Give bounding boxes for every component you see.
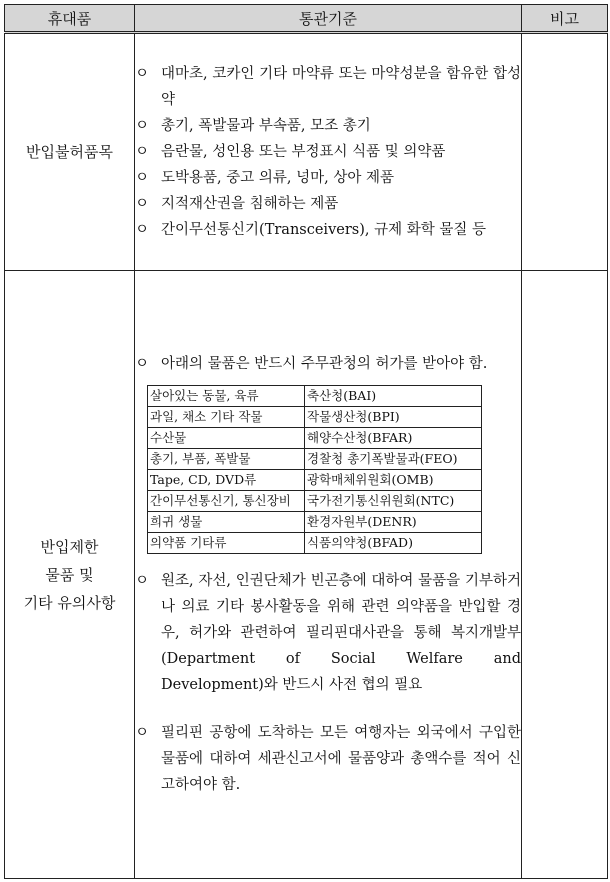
bullet-icon: ㅇ — [135, 170, 150, 186]
declaration-note: ㅇ 필리핀 공항에 도착하는 모든 여행자는 외국에서 구입한 물품에 대하여 세관신고서에 물품양과 총액수를 적어 신고하여야 함. — [135, 720, 521, 798]
permit-row — [148, 407, 482, 428]
prohibited-item: ㅇ 지적재산권을 침해하는 제품 — [135, 191, 521, 217]
customs-table — [4, 4, 608, 879]
permit-authority: 환경자원부(DENR) — [305, 512, 482, 533]
permit-item: 희귀 생물 — [148, 512, 305, 533]
restricted-notes-list — [135, 568, 521, 798]
permit-item: 수산물 — [148, 428, 305, 449]
prohibited-item: ㅇ 간이무선통신기(Transceivers), 규제 화학 물질 등 — [135, 217, 521, 243]
bullet-icon: ㅇ — [135, 196, 150, 212]
permit-authority-table — [147, 385, 482, 554]
permit-authority: 해양수산청(BFAR) — [305, 428, 482, 449]
permit-authority: 축산청(BAI) — [305, 386, 482, 407]
permit-row — [148, 386, 482, 407]
permit-row — [148, 533, 482, 554]
prohibited-row — [5, 33, 608, 271]
header-row — [5, 5, 608, 33]
prohibited-criteria — [135, 33, 522, 271]
header-goods: 휴대품 — [5, 5, 135, 33]
bullet-icon: ㅇ — [135, 118, 150, 134]
permit-authority: 광학매체위원회(OMB) — [305, 470, 482, 491]
bullet-icon: ㅇ — [135, 725, 150, 741]
restricted-category-line: 반입제한 — [40, 537, 99, 556]
permit-row — [148, 449, 482, 470]
header-notes: 비고 — [522, 5, 608, 33]
permit-authority: 국가전기통신위원회(NTC) — [305, 491, 482, 512]
bullet-icon: ㅇ — [135, 66, 150, 82]
bullet-icon: ㅇ — [135, 573, 150, 589]
prohibited-note — [522, 33, 608, 271]
restricted-row — [5, 271, 608, 879]
permit-row — [148, 491, 482, 512]
prohibited-item: ㅇ 도박용품, 중고 의류, 넝마, 상아 제품 — [135, 165, 521, 191]
restricted-category-line: 물품 및 — [45, 565, 94, 584]
restricted-category-line: 기타 유의사항 — [23, 593, 116, 612]
bullet-icon: ㅇ — [135, 222, 150, 238]
permit-item: 살아있는 동물, 육류 — [148, 386, 305, 407]
prohibited-item: ㅇ 대마초, 코카인 기타 마약류 또는 마약성분을 함유한 합성약 — [135, 61, 521, 113]
restricted-category — [5, 271, 135, 879]
permit-item: 총기, 부품, 폭발물 — [148, 449, 305, 470]
permit-row — [148, 470, 482, 491]
restricted-intro-list — [135, 351, 521, 377]
restricted-note — [522, 271, 608, 879]
permit-authority: 식품의약청(BFAD) — [305, 533, 482, 554]
bullet-icon: ㅇ — [135, 356, 150, 372]
permit-row — [148, 512, 482, 533]
prohibited-category: 반입불허품목 — [5, 33, 135, 271]
permit-item: 의약품 기타류 — [148, 533, 305, 554]
restricted-intro: ㅇ 아래의 물품은 반드시 주무관청의 허가를 받아야 함. — [135, 351, 521, 377]
permit-row — [148, 428, 482, 449]
prohibited-list — [135, 61, 521, 243]
permit-authority: 경찰청 총기폭발물과(FEO) — [305, 449, 482, 470]
permit-item: 간이무선통신기, 통신장비 — [148, 491, 305, 512]
bullet-icon: ㅇ — [135, 144, 150, 160]
prohibited-item: ㅇ 총기, 폭발물과 부속품, 모조 총기 — [135, 113, 521, 139]
header-criteria: 통관기준 — [135, 5, 522, 33]
permit-authority: 작물생산청(BPI) — [305, 407, 482, 428]
donation-note: ㅇ 원조, 자선, 인권단체가 빈곤층에 대하여 물품을 기부하거나 의료 기타 봉사활동을 위해 관련 의약품을 반입할 경우, 허가와 관련하여 필리핀대사관을 통해 복지개발부(Department of Social Welfare and Development)와 반드시 사전 협의 필요 — [135, 568, 521, 698]
restricted-criteria — [135, 271, 522, 879]
permit-item: 과일, 채소 기타 작물 — [148, 407, 305, 428]
prohibited-item: ㅇ 음란물, 성인용 또는 부정표시 식품 및 의약품 — [135, 139, 521, 165]
permit-item: Tape, CD, DVD류 — [148, 470, 305, 491]
